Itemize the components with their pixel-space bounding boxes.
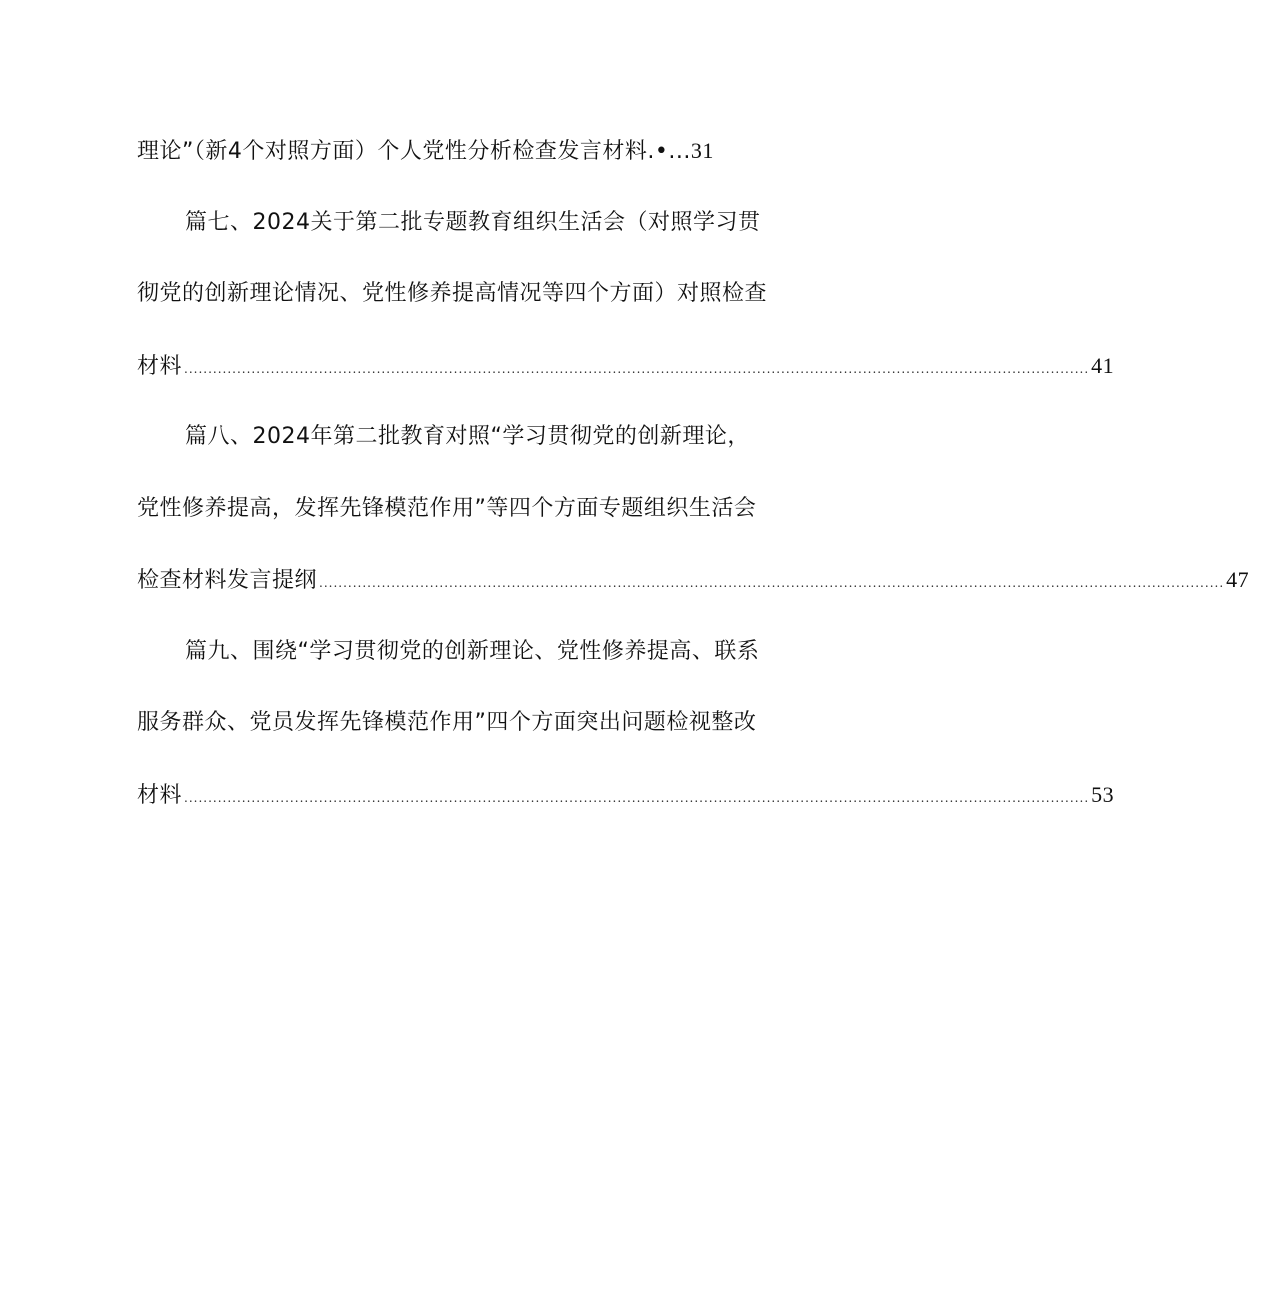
dot-leader: ............................................................................................................................................................................................	[184, 790, 1090, 805]
toc-entry-text: 材料	[137, 353, 183, 379]
toc-entry-text: 彻党的创新理论情况、党性修养提高情况等四个方面）对照检查	[137, 281, 768, 306]
toc-entry-7-line-1[interactable]	[137, 200, 787, 246]
toc-page-number: 41	[1091, 352, 1115, 378]
toc-entry-continuation[interactable]	[137, 128, 787, 174]
toc-entry-text: 党性修养提高，发挥先锋模范作用”等四个方面专题组织生活会	[137, 495, 757, 521]
toc-entry-7-line-2[interactable]	[137, 271, 787, 317]
toc-entry-8-line-3[interactable]	[137, 557, 1250, 603]
toc-entry-text: 篇九、围绕“学习贯彻党的创新理论、党性修养提高、联系	[185, 638, 760, 664]
toc-page-number: 47	[1226, 567, 1250, 592]
toc-entry-text: 材料	[137, 782, 183, 808]
toc-entry-text: 检查材料发言提纲	[137, 568, 318, 593]
toc-entry-text: 篇八、2024年第二批教育对照“学习贯彻党的创新理论，	[185, 424, 750, 449]
toc-entry-text: 服务群众、党员发挥先锋模范作用”四个方面突出问题检视整改	[137, 710, 757, 735]
toc-entry-9-line-1[interactable]	[137, 629, 787, 675]
toc-entry-8-line-2[interactable]	[137, 486, 787, 532]
table-of-contents	[137, 128, 1250, 843]
toc-entry-9-line-3[interactable]	[137, 772, 1115, 818]
toc-entry-text: 理论”（新4个对照方面）个人党性分析检查发言材料.•...	[137, 139, 691, 164]
toc-page-number: 53	[1091, 781, 1115, 807]
dot-leader: ............................................................................................................................................................................................	[319, 576, 1225, 590]
toc-entry-text: 篇七、2024关于第二批专题教育组织生活会（对照学习贯	[185, 209, 761, 235]
dot-leader: ............................................................................................................................................................................................	[184, 361, 1090, 376]
toc-page-number: 31	[690, 138, 714, 163]
toc-entry-9-line-2[interactable]	[137, 700, 787, 746]
toc-entry-8-line-1[interactable]	[137, 414, 787, 460]
toc-entry-7-line-3[interactable]	[137, 343, 1115, 389]
